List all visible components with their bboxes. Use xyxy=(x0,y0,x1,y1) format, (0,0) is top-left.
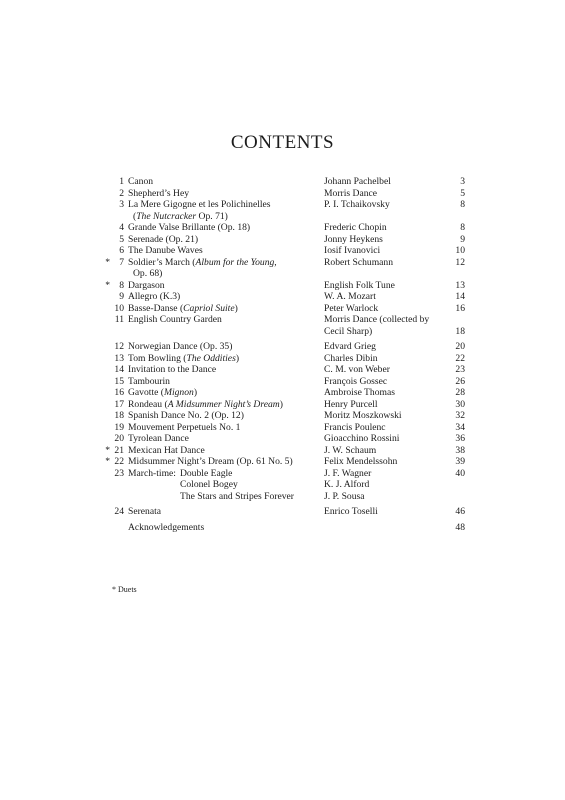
entry-composer: Moritz Moszkowski xyxy=(324,410,402,421)
entry-title: Gavotte (Mignon) xyxy=(128,387,198,398)
entry-number: 7 xyxy=(119,256,124,268)
page-title: CONTENTS xyxy=(230,132,335,153)
entry-title-block xyxy=(128,456,324,468)
entry-page-number: 32 xyxy=(455,410,465,421)
entry-composer: Iosif Ivanovici xyxy=(324,245,381,256)
entry-page-number: 16 xyxy=(455,302,465,314)
entry-title: Grande Valse Brillante (Op. 18) xyxy=(128,222,251,233)
entry-page-block xyxy=(448,433,465,445)
entry-composer-block xyxy=(324,468,448,503)
march-composer: J. P. Sousa xyxy=(324,490,365,502)
entry-title-block xyxy=(128,280,324,292)
entry-page-number: 23 xyxy=(455,364,465,375)
entry-page-block xyxy=(448,364,465,376)
acknowledgements-title: Acknowledgements xyxy=(128,521,205,533)
entry-number: 16 xyxy=(114,387,124,398)
entry-title: Soldier’s March (Album for the Young, xyxy=(128,256,277,268)
entry-composer: Francis Poulenc xyxy=(324,421,386,433)
entry-page-block xyxy=(448,222,465,234)
entry-page-number: 34 xyxy=(455,421,465,433)
entry-composer-block xyxy=(324,280,448,292)
entry-title: Serenata xyxy=(128,506,162,517)
entry-number: 14 xyxy=(114,364,124,375)
toc-entry-march xyxy=(100,468,465,503)
entry-title-block xyxy=(128,245,324,257)
entry-composer-block xyxy=(324,291,448,303)
entry-number: 4 xyxy=(119,222,124,233)
entry-composer: J. W. Schaum xyxy=(324,444,377,456)
entry-number: 11 xyxy=(114,314,124,325)
entry-title-block xyxy=(128,445,324,457)
entry-composer: Robert Schumann xyxy=(324,256,394,268)
entry-page-number: 20 xyxy=(455,341,465,352)
entry-title-continued: (The Nutcracker Op. 71) xyxy=(133,210,228,222)
entry-title: English Country Garden xyxy=(128,314,222,325)
entry-number: 18 xyxy=(114,410,124,421)
entry-title: Norwegian Dance (Op. 35) xyxy=(128,341,233,352)
entry-title: Rondeau (A Midsummer Night’s Dream) xyxy=(128,398,283,410)
entry-composer: Peter Warlock xyxy=(324,302,379,314)
entry-number: 5 xyxy=(119,233,124,245)
toc-entry xyxy=(100,199,465,222)
entry-page-number: 12 xyxy=(455,256,465,268)
entry-title-block xyxy=(128,303,324,315)
toc-entry xyxy=(100,257,465,280)
entry-composer: Jonny Heykens xyxy=(324,233,383,245)
entry-number: 22 xyxy=(114,456,124,467)
entry-number: 3 xyxy=(119,199,124,210)
toc-entry xyxy=(100,222,465,234)
entry-title-block xyxy=(128,291,324,303)
entry-title-block xyxy=(128,468,324,503)
entry-title: Serenade (Op. 21) xyxy=(128,233,199,245)
entry-page-number: 46 xyxy=(455,506,465,517)
entry-title-block xyxy=(128,399,324,411)
march-titles xyxy=(180,468,294,503)
duet-marker: * xyxy=(105,444,110,456)
entry-composer-block xyxy=(324,257,448,269)
entry-page-block xyxy=(448,376,465,388)
entry-page-number: 8 xyxy=(460,199,465,210)
entry-title-block xyxy=(128,199,324,222)
toc-entry-acknowledgements xyxy=(100,522,465,534)
toc-entry xyxy=(100,245,465,257)
entry-page-number: 38 xyxy=(455,444,465,456)
entry-page-block xyxy=(448,245,465,257)
march-composer: J. F. Wagner xyxy=(324,467,372,479)
duet-marker: * xyxy=(105,279,110,291)
entry-page-number: 28 xyxy=(455,387,465,398)
footnote: * Duets xyxy=(112,585,137,594)
entry-title-block xyxy=(128,522,324,534)
toc-entry xyxy=(100,341,465,353)
entry-page-block xyxy=(448,468,465,480)
entry-page-block xyxy=(448,257,465,269)
entry-title-block xyxy=(128,257,324,280)
entry-page-block xyxy=(448,291,465,303)
entry-number: 19 xyxy=(114,421,124,433)
entry-page-number: 3 xyxy=(460,176,465,187)
entry-title: Basse-Danse (Capriol Suite) xyxy=(128,302,238,314)
entry-composer-block xyxy=(324,176,448,188)
entry-number: 20 xyxy=(114,433,124,444)
entry-number: 12 xyxy=(114,341,124,352)
entry-page-number: 13 xyxy=(455,279,465,291)
entry-page-number: 5 xyxy=(460,187,465,199)
entry-title-block xyxy=(128,176,324,188)
entry-composer-block xyxy=(324,188,448,200)
entry-page-block xyxy=(448,199,465,211)
entry-number: 2 xyxy=(119,187,124,199)
march-title: Colonel Bogey xyxy=(179,479,238,490)
entry-number: 9 xyxy=(119,291,124,302)
toc-entry xyxy=(100,353,465,365)
entry-title: Invitation to the Dance xyxy=(128,364,217,375)
entry-composer: English Folk Tune xyxy=(324,279,395,291)
entry-title-block xyxy=(128,410,324,422)
entry-composer: Edvard Grieg xyxy=(324,341,376,352)
entry-page-number: 48 xyxy=(455,521,465,533)
entry-composer-block xyxy=(324,506,448,518)
toc-entry xyxy=(100,433,465,445)
entry-composer: Johann Pachelbel xyxy=(324,176,391,187)
entry-composer-block xyxy=(324,353,448,365)
toc-entry xyxy=(100,422,465,434)
entry-page-block xyxy=(448,399,465,411)
entry-title-block xyxy=(128,341,324,353)
toc-entry xyxy=(100,280,465,292)
toc-entry xyxy=(100,314,465,337)
entry-title-continued: Op. 68) xyxy=(133,268,163,279)
march-label: March-time: xyxy=(128,467,176,479)
entry-title-block xyxy=(128,234,324,246)
entry-number: 24 xyxy=(114,506,124,517)
entry-page-number: 9 xyxy=(460,233,465,245)
entry-page-number: 18 xyxy=(455,325,465,337)
toc-entry xyxy=(100,188,465,200)
entry-composer: François Gossec xyxy=(324,375,388,387)
entry-composer: Felix Mendelssohn xyxy=(324,456,398,467)
duet-marker: * xyxy=(105,456,110,467)
entry-title-block xyxy=(128,387,324,399)
toc-entry xyxy=(100,376,465,388)
entry-title-block xyxy=(128,376,324,388)
entry-page-block xyxy=(448,234,465,246)
entry-number: 6 xyxy=(119,245,124,256)
entry-page-number: 10 xyxy=(455,245,465,256)
entry-composer: Charles Dibin xyxy=(324,352,378,364)
entry-page-block xyxy=(448,506,465,518)
entry-title-block xyxy=(128,433,324,445)
entry-composer: Ambroise Thomas xyxy=(324,387,395,398)
entry-composer-block xyxy=(324,387,448,399)
entry-page-number: 26 xyxy=(455,375,465,387)
toc-entry xyxy=(100,410,465,422)
entry-composer-block xyxy=(324,314,448,337)
entry-page-number: 22 xyxy=(455,352,465,364)
entry-composer-block xyxy=(324,433,448,445)
entry-title-block xyxy=(128,506,324,518)
entry-title-block xyxy=(128,353,324,365)
entry-title: La Mere Gigogne et les Polichinelles xyxy=(128,199,271,210)
entry-title: Tyrolean Dance xyxy=(128,433,189,444)
march-composer: K. J. Alford xyxy=(324,479,370,490)
entry-title: Allegro (K.3) xyxy=(128,291,181,302)
entry-page-block xyxy=(448,188,465,200)
toc-entry xyxy=(100,387,465,399)
entry-page-number: 8 xyxy=(460,222,465,233)
toc-entry xyxy=(100,506,465,518)
entry-number: 8 xyxy=(119,279,124,291)
entry-number: 17 xyxy=(114,398,124,410)
entry-title: Shepherd’s Hey xyxy=(128,187,190,199)
entry-composer: P. I. Tchaikovsky xyxy=(324,199,390,210)
entry-title-block xyxy=(128,422,324,434)
entry-composer-block xyxy=(324,410,448,422)
entry-title: Midsummer Night’s Dream (Op. 61 No. 5) xyxy=(128,456,293,467)
entry-composer-block xyxy=(324,245,448,257)
entry-composer-block xyxy=(324,445,448,457)
entry-composer-block xyxy=(324,456,448,468)
entry-page-number: 30 xyxy=(455,398,465,410)
entry-title: The Danube Waves xyxy=(128,245,203,256)
entry-composer: Frederic Chopin xyxy=(324,222,387,233)
entry-title: Canon xyxy=(128,176,154,187)
toc-entry xyxy=(100,399,465,411)
entry-number: 10 xyxy=(114,302,124,314)
entry-number: 1 xyxy=(119,176,124,187)
entry-title: Tambourin xyxy=(128,375,170,387)
entry-page-block xyxy=(448,522,465,534)
toc-entry xyxy=(100,234,465,246)
entry-composer: Morris Dance xyxy=(324,187,378,199)
entry-title: Mexican Hat Dance xyxy=(128,444,205,456)
entry-composer-block xyxy=(324,303,448,315)
toc-entry xyxy=(100,291,465,303)
entry-composer-block xyxy=(324,376,448,388)
entry-title: Dargason xyxy=(128,279,165,291)
entry-composer: Gioacchino Rossini xyxy=(324,433,400,444)
entry-composer: C. M. von Weber xyxy=(324,364,390,375)
toc-entry xyxy=(100,364,465,376)
entry-page-block xyxy=(448,176,465,188)
toc-entry xyxy=(100,303,465,315)
entry-title-block xyxy=(128,222,324,234)
entry-page-block xyxy=(448,341,465,353)
entry-page-block xyxy=(448,456,465,468)
entry-composer-block xyxy=(324,222,448,234)
toc-entry xyxy=(100,445,465,457)
march-title: Double Eagle xyxy=(179,467,233,479)
toc-entry xyxy=(100,456,465,468)
entry-composer-block xyxy=(324,364,448,376)
entry-composer: Morris Dance (collected by xyxy=(324,314,430,325)
entry-title: Tom Bowling (The Oddities) xyxy=(128,352,240,364)
entry-composer-block xyxy=(324,199,448,211)
march-title: The Stars and Stripes Forever xyxy=(179,490,294,502)
toc-entry xyxy=(100,176,465,188)
entry-title-block xyxy=(128,188,324,200)
entry-page-block xyxy=(448,422,465,434)
contents-list xyxy=(100,176,465,533)
entry-page-number: 14 xyxy=(455,291,465,302)
entry-composer: W. A. Mozart xyxy=(324,291,376,302)
entry-number: 23 xyxy=(114,467,124,479)
entry-page-number: 39 xyxy=(455,456,465,467)
entry-composer: Enrico Toselli xyxy=(324,506,378,517)
entry-title: Spanish Dance No. 2 (Op. 12) xyxy=(128,410,244,421)
entry-page-block xyxy=(448,280,465,292)
entry-composer-block xyxy=(324,399,448,411)
entry-page-block xyxy=(448,410,465,422)
entry-page-block xyxy=(448,353,465,365)
entry-number: 13 xyxy=(114,352,124,364)
entry-page-number: 36 xyxy=(455,433,465,444)
entry-number: 15 xyxy=(114,375,124,387)
entry-composer-block xyxy=(324,234,448,246)
entry-page-block xyxy=(448,303,465,315)
entry-page-number: 40 xyxy=(455,467,465,479)
entry-page-block xyxy=(448,387,465,399)
duet-marker: * xyxy=(105,256,110,268)
entry-composer: Henry Purcell xyxy=(324,398,378,410)
entry-title: Mouvement Perpetuels No. 1 xyxy=(128,421,241,433)
entry-number: 21 xyxy=(114,444,124,456)
entry-title-block xyxy=(128,314,324,326)
entry-composer-block xyxy=(324,341,448,353)
entry-title-block xyxy=(128,364,324,376)
entry-composer-block xyxy=(324,422,448,434)
entry-page-block xyxy=(448,445,465,457)
entry-composer-continued: Cecil Sharp) xyxy=(324,325,373,337)
entry-page-block xyxy=(448,314,465,337)
